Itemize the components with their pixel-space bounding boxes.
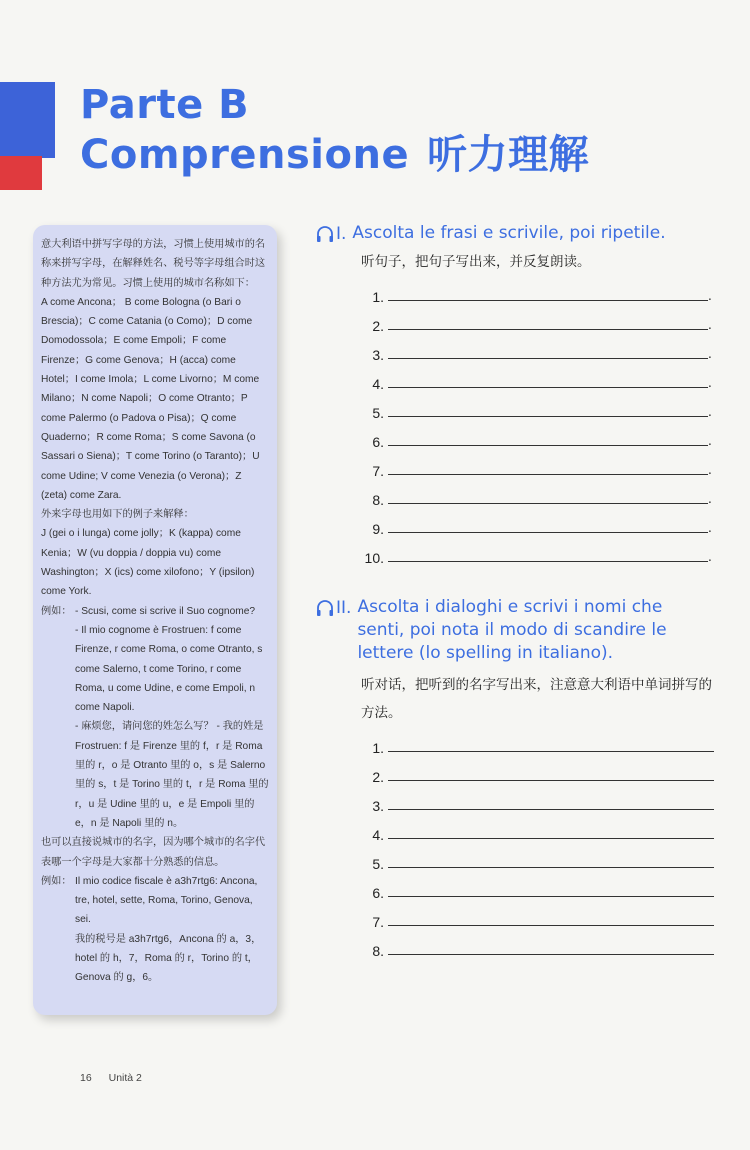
line-number: 3.: [372, 347, 384, 363]
answer-blank[interactable]: [388, 512, 708, 533]
line-number: 4.: [372, 376, 384, 392]
line-number: 5.: [372, 856, 384, 872]
line-number: 6.: [372, 434, 384, 450]
section-subtitle: 听句子，把句子写出来，并反复朗读。: [361, 254, 591, 270]
section-number: II.: [336, 598, 352, 618]
answer-line: [354, 537, 714, 566]
line-number: 1.: [372, 289, 384, 305]
answer-blank[interactable]: [388, 818, 714, 839]
sidebar-foreign-intro: 外来字母也用如下的例子来解释：: [41, 509, 194, 521]
answer-line: [354, 756, 714, 785]
line-period: .: [708, 347, 712, 361]
page-number: 16: [80, 1072, 92, 1084]
section-subtitle: 听对话，把听到的名字写出来，注意意大利语中单词拼写的方法。: [361, 677, 712, 721]
answer-blank[interactable]: [388, 280, 708, 301]
line-number: 1.: [372, 740, 384, 756]
headphones-icon[interactable]: [314, 225, 336, 245]
line-number: 7.: [372, 463, 384, 479]
line-number: 2.: [372, 318, 384, 334]
answer-blank[interactable]: [388, 760, 714, 781]
answer-blank[interactable]: [388, 338, 708, 359]
example-answer: - Il mio cognome è Frostruen: f come Firenze, r come Roma, o come Otranto, s come Salerno, t come Torino, r come Roma, u come Udine, e come Empoli, n come Napoli.: [75, 624, 263, 714]
answer-line: [354, 479, 714, 508]
unit-label: Unità 2: [108, 1072, 142, 1084]
line-period: .: [708, 521, 712, 535]
answer-blank[interactable]: [388, 731, 714, 752]
answer-blank[interactable]: [388, 454, 708, 475]
line-number: 6.: [372, 885, 384, 901]
answer-line: [354, 901, 714, 930]
line-number: 9.: [372, 521, 384, 537]
answer-blank[interactable]: [388, 483, 708, 504]
spelling-info-box: [33, 225, 277, 1015]
section-number: I.: [336, 224, 347, 244]
answer-line: [354, 814, 714, 843]
line-period: .: [708, 492, 712, 506]
sidebar-example-1: [41, 602, 269, 834]
answer-line: [354, 843, 714, 872]
sidebar-city-list: A come Ancona； B come Bologna (o Bari o Brescia)；C come Catania (o Como)；D come Domodossola；E come Empoli；F come Firenze；G come Genova；H (acca) come Hotel；I come Imola；L come Livorno；M come Milano；N come Napoli；O come Otranto；P come Palermo (o Padova o Pisa)；Q come Quaderno；R come Roma；S come Savona (o Sassari o Siena)；T come Torino (o Taranto)；U come Udine; V come Venezia (o Verona)；Z (zeta) come Zara.: [41, 296, 260, 501]
section-title: Ascolta le frasi e scrivile, poi ripetile.: [352, 223, 666, 243]
line-number: 7.: [372, 914, 384, 930]
answer-line: [354, 930, 714, 959]
answer-line: [354, 785, 714, 814]
title-line-2: Comprensione: [80, 132, 410, 178]
line-number: 5.: [372, 405, 384, 421]
line-period: .: [708, 463, 712, 477]
line-number: 10.: [364, 550, 384, 566]
line-number: 3.: [372, 798, 384, 814]
answer-line: [354, 421, 714, 450]
answer-line: [354, 276, 714, 305]
example-question: - Scusi, come si scrive il Suo cognome?: [75, 605, 256, 617]
sidebar-intro: 意大利语中拼写字母的方法，习惯上使用城市的名称来拼写字母，在解释姓名、税号等字母组合时这种方法尤为常见。习惯上使用的城市名称如下：: [41, 239, 266, 289]
sidebar-foreign-list: J (gei o i lunga) come jolly；K (kappa) come Kenia；W (vu doppia / doppia vu) come Washington；X (ics) come xilofono；Y (ipsilon) come York.: [41, 528, 255, 598]
answer-blank[interactable]: [388, 789, 714, 810]
answer-blank[interactable]: [388, 905, 714, 926]
page-footer: [80, 1072, 156, 1084]
answer-line: [354, 363, 714, 392]
section-title: Ascolta i dialoghi e scrivi i nomi che senti, poi nota il modo di scandire le lettere (lo spelling in italiano).: [357, 597, 667, 663]
decorative-red-block: [0, 156, 42, 190]
example-translation: - 麻烦您，请问您的姓怎么写？ - 我的姓是 Frostruen: f 是 Firenze 里的 f，r 是 Roma 里的 r，o 是 Otranto 里的 o，s 是 Salerno 里的 s，t 是 Torino 里的 t，r 是 Roma 里的 r，u 是 Udine 里的 u，e 是 Empoli 里的 e，n 是 Napoli 里的 n。: [75, 721, 269, 829]
exercise-section-2: [314, 596, 714, 959]
line-number: 8.: [372, 943, 384, 959]
answer-blank[interactable]: [388, 847, 714, 868]
headphones-icon[interactable]: [314, 599, 336, 619]
line-number: 2.: [372, 769, 384, 785]
line-period: .: [708, 550, 712, 564]
answer-lines: [354, 727, 714, 959]
answer-blank[interactable]: [388, 367, 708, 388]
line-number: 8.: [372, 492, 384, 508]
answer-line: [354, 450, 714, 479]
answer-blank[interactable]: [388, 876, 714, 897]
line-period: .: [708, 434, 712, 448]
answer-blank[interactable]: [388, 396, 708, 417]
line-period: .: [708, 318, 712, 332]
decorative-blue-block: [0, 82, 55, 158]
title-chinese: 听力理解: [427, 132, 590, 178]
answer-line: [354, 392, 714, 421]
answer-blank[interactable]: [388, 934, 714, 955]
answer-line: [354, 727, 714, 756]
answer-blank[interactable]: [388, 309, 708, 330]
answer-blank[interactable]: [388, 425, 708, 446]
example-italian: Il mio codice fiscale è a3h7rtg6: Ancona, tre, hotel, sette, Roma, Torino, Genova, sei.: [75, 875, 258, 926]
line-number: 4.: [372, 827, 384, 843]
sidebar-direct-intro: 也可以直接说城市的名字，因为哪个城市的名字代表哪一个字母是大家都十分熟悉的信息。: [41, 837, 266, 868]
answer-blank[interactable]: [388, 541, 708, 562]
answer-lines: [354, 276, 714, 566]
line-period: .: [708, 376, 712, 390]
answer-line: [354, 872, 714, 901]
line-period: .: [708, 405, 712, 419]
answer-line: [354, 305, 714, 334]
answer-line: [354, 334, 714, 363]
answer-line: [354, 508, 714, 537]
line-period: .: [708, 289, 712, 303]
example-translation: 我的税号是 a3h7rtg6，Ancona 的 a，3，hotel 的 h，7，Roma 的 r，Torino 的 t，Genova 的 g，6。: [75, 933, 262, 984]
exercise-section-1: [314, 222, 714, 566]
title-line-1: Parte B: [80, 82, 250, 128]
example-label: 例如：: [41, 605, 72, 617]
example-label: 例如：: [41, 875, 72, 887]
page-title: [80, 80, 589, 180]
sidebar-example-2: [41, 872, 269, 988]
